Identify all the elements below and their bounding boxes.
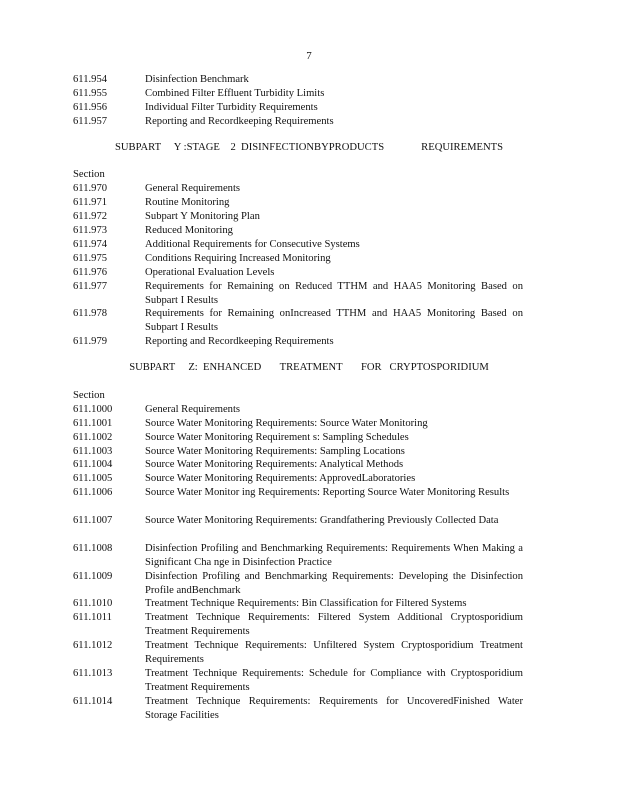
section-title: Disinfection Profiling and Benchmarking Requirements: Requirements When Making a Significant Cha nge in Disinfection Practice [145, 543, 523, 568]
section-title: General Requirements [145, 183, 241, 194]
section-title: Routine Monitoring [145, 197, 230, 208]
section-title: Treatment Technique Requirements: Filtered System Additional Cryptosporidium Treatment Requirements [145, 612, 523, 637]
section-number: 611.1001 [73, 418, 113, 429]
section-title: Requirements for Remaining onIncreased TTHM and HAA5 Monitoring Based on Subpart I Results [145, 308, 523, 333]
section-number: 611.973 [73, 225, 108, 236]
section-number: 611.1006 [73, 487, 113, 498]
section-title: Combined Filter Effluent Turbidity Limits [145, 88, 325, 99]
section-number: 611.1009 [73, 571, 113, 582]
subpart-y-heading: SUBPART Y :STAGE 2 DISINFECTIONBYPRODUCTS REQUIREMENTS [115, 142, 503, 153]
section-title: Treatment Technique Requirements: Schedule for Compliance with Cryptosporidium Treatment Requirements [145, 668, 523, 693]
section-number: 611.1004 [73, 459, 113, 470]
section-title: Disinfection Benchmark [145, 74, 249, 85]
section-label: Section [73, 390, 105, 401]
section-number: 611.972 [73, 211, 108, 222]
section-title: Operational Evaluation Levels [145, 267, 275, 278]
section-number: 611.977 [73, 281, 108, 292]
section-title: Treatment Technique Requirements: Requirements for UncoveredFinished Water Storage Facilities [145, 696, 523, 721]
section-title: Source Water Monitoring Requirements: Grandfathering Previously Collected Data [145, 515, 499, 526]
section-title: Additional Requirements for Consecutive Systems [145, 239, 360, 250]
section-title: Source Water Monitoring Requirements: Analytical Methods [145, 459, 404, 470]
subpart-z-heading: SUBPART Z: ENHANCED TREATMENT FOR CRYPTOSPORIDIUM [129, 362, 489, 373]
section-title: Reporting and Recordkeeping Requirements [145, 116, 334, 127]
section-title: Reduced Monitoring [145, 225, 233, 236]
section-title: General Requirements [145, 404, 241, 415]
section-title: Reporting and Recordkeeping Requirements [145, 336, 334, 347]
section-number: 611.976 [73, 267, 108, 278]
section-number: 611.955 [73, 88, 108, 99]
section-number: 611.1012 [73, 640, 113, 651]
section-number: 611.1005 [73, 473, 113, 484]
section-number: 611.975 [73, 253, 108, 264]
section-title: Source Water Monitoring Requirements: Sampling Locations [145, 446, 405, 457]
section-title: Source Water Monitor ing Requirements: Reporting Source Water Monitoring Results [145, 487, 510, 498]
section-title: Conditions Requiring Increased Monitoring [145, 253, 331, 264]
section-title: Source Water Monitoring Requirements: ApprovedLaboratories [145, 473, 416, 484]
section-number: 611.1003 [73, 446, 113, 457]
section-number: 611.971 [73, 197, 108, 208]
section-number: 611.1002 [73, 432, 113, 443]
section-label: Section [73, 169, 105, 180]
section-number: 611.1000 [73, 404, 113, 415]
section-number: 611.1014 [73, 696, 113, 707]
section-number: 611.974 [73, 239, 108, 250]
section-title: Treatment Technique Requirements: Unfiltered System Cryptosporidium Treatment Requirements [145, 640, 523, 665]
section-number: 611.1007 [73, 515, 113, 526]
section-number: 611.1010 [73, 598, 113, 609]
section-title: Individual Filter Turbidity Requirements [145, 102, 318, 113]
section-title: Requirements for Remaining on Reduced TTHM and HAA5 Monitoring Based on Subpart I Results [145, 281, 523, 306]
section-number: 611.979 [73, 336, 108, 347]
section-title: Treatment Technique Requirements: Bin Classification for Filtered Systems [145, 598, 467, 609]
section-number: 611.1011 [73, 612, 112, 623]
section-title: Subpart Y Monitoring Plan [145, 211, 260, 222]
section-number: 611.978 [73, 308, 108, 319]
section-number: 611.957 [73, 116, 108, 127]
section-title: Source Water Monitoring Requirements: Source Water Monitoring [145, 418, 428, 429]
section-number: 611.954 [73, 74, 108, 85]
section-title: Disinfection Profiling and Benchmarking Requirements: Developing the Disinfection Profile andBenchmark [145, 571, 523, 596]
page-number: 7 [306, 50, 312, 62]
section-number: 611.1013 [73, 668, 113, 679]
section-number: 611.956 [73, 102, 108, 113]
section-title: Source Water Monitoring Requirement s: Sampling Schedules [145, 432, 409, 443]
section-number: 611.1008 [73, 543, 113, 554]
section-number: 611.970 [73, 183, 108, 194]
